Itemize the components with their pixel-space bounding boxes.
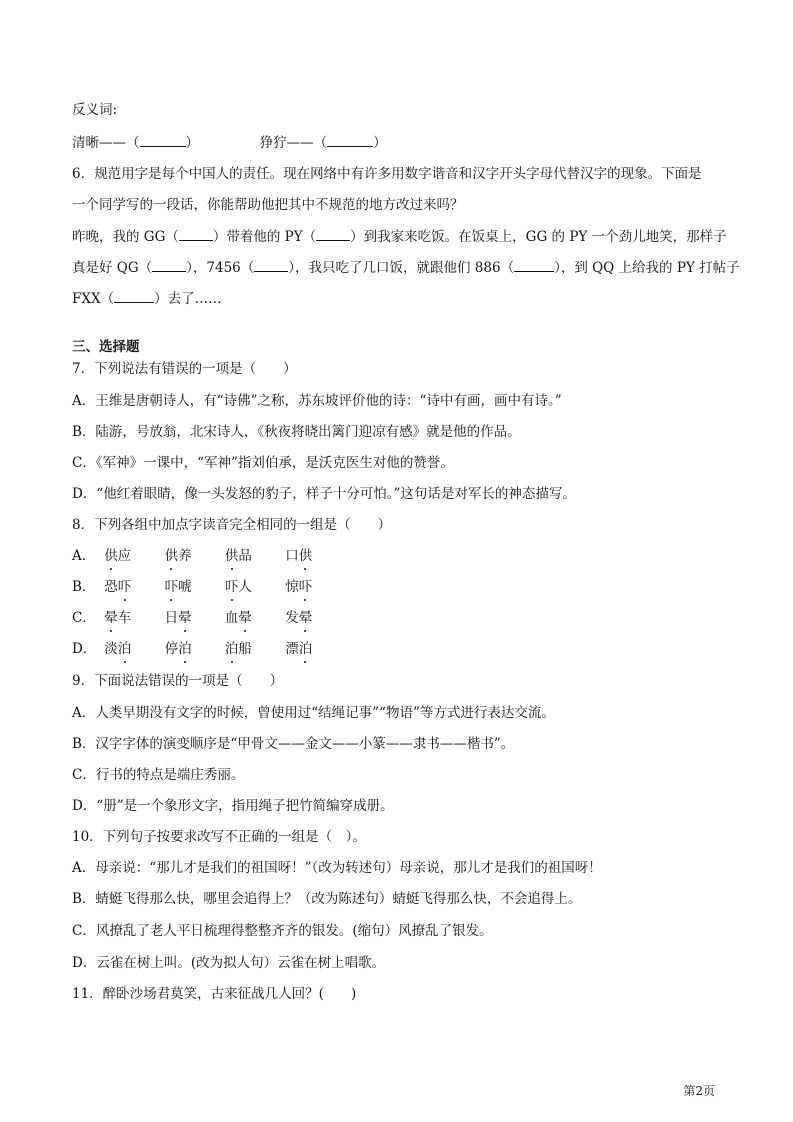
q6-text: ），我只吃了几口饭，就跟他们 886（ (288, 260, 515, 276)
q9-option-a[interactable]: A．人类早期没有文字的时候，曾使用过“结绳记事”“物语”等方式进行表达交流。 (72, 705, 555, 721)
option-label: D． (72, 641, 97, 657)
answer-blank[interactable] (179, 226, 213, 241)
q8-stem: 8．下列各组中加点字读音完全相同的一组是（ ） (72, 517, 392, 533)
q10-option-c[interactable]: C．风撩乱了老人平日梳理得整整齐齐的银发。(缩句）风撩乱了银发。 (72, 923, 493, 939)
q8-option-a[interactable] (72, 546, 312, 566)
q9-option-d[interactable]: D．“册”是一个象形文字，指用绳子把竹简编穿成册。 (72, 798, 394, 814)
section-title: 三、选择题 (72, 339, 140, 355)
word: 发晕 (285, 610, 313, 626)
word: 供品 (224, 548, 252, 564)
q6-text: FXX（ (72, 291, 115, 307)
q6-text: 昨晚，我的 GG（ (72, 229, 179, 245)
word: 日晕 (164, 610, 192, 626)
option-label: C． (72, 610, 96, 626)
q6-text: ）带着他的 PY（ (212, 229, 317, 245)
q9-option-c[interactable]: C．行书的特点是端庄秀丽。 (72, 767, 245, 783)
q6-line-4 (72, 257, 740, 278)
word: 供应 (104, 548, 132, 564)
q8-option-d[interactable] (72, 639, 312, 659)
antonym-row: 清晰——（ ） 狰狞——（ ） (72, 132, 387, 153)
word: 口供 (285, 548, 313, 564)
q7-option-b[interactable]: B．陆游，号放翁，北宋诗人，《秋夜将晓出篱门迎凉有感》就是他的作品。 (72, 424, 521, 440)
option-label: B． (72, 579, 96, 595)
q6-text: 真是好 QG（ (72, 260, 153, 276)
q9-option-b[interactable]: B．汉字字体的演变顺序是“甲骨文——金文——小篆——隶书——楷书”。 (72, 736, 515, 752)
word: 吓人 (224, 579, 252, 595)
q6-text: ）到我家来吃饭。在饭桌上，GG 的 PY 一个劲儿地笑，那样子 (350, 229, 727, 245)
answer-blank[interactable] (114, 288, 154, 303)
q6-text: ），7456（ (186, 260, 255, 276)
answer-blank[interactable] (316, 226, 350, 241)
answer-blank[interactable] (514, 257, 554, 272)
page-number: 第2页 (683, 1084, 715, 1098)
option-label: A． (72, 548, 96, 564)
word: 漂泊 (285, 641, 313, 657)
q11-stem: 11．醉卧沙场君莫笑，古来征战几人回？( ) (72, 986, 357, 1002)
q6-line-2: 一个同学写的一段话，你能帮助他把其中不规范的地方改过来吗？ (72, 197, 464, 213)
q10-option-a[interactable]: A．母亲说：“那儿才是我们的祖国呀！”（改为转述句）母亲说，那儿才是我们的祖国呀！ (72, 860, 602, 876)
antonym-item-1: 清晰—— (72, 135, 126, 151)
word: 停泊 (164, 641, 192, 657)
word: 泊船 (224, 641, 252, 657)
answer-blank[interactable] (327, 132, 373, 147)
q7-stem: 7．下列说法有错误的一项是（ ） (72, 361, 297, 377)
word: 血晕 (224, 610, 252, 626)
q10-option-d[interactable]: D．云雀在树上叫。(改为拟人句）云雀在树上唱歌。 (72, 955, 386, 971)
answer-blank[interactable] (140, 132, 186, 147)
word: 晕车 (104, 610, 132, 626)
word: 恐吓 (104, 579, 132, 595)
q6-text: ），到 QQ 上给我的 PY 打帖子 (554, 260, 740, 276)
answer-blank[interactable] (152, 257, 186, 272)
q6-line-5 (72, 288, 222, 309)
word: 供养 (164, 548, 192, 564)
antonym-heading: 反义词: (72, 102, 118, 118)
q9-stem: 9．下面说法错误的一项是（ ） (72, 673, 284, 689)
q7-option-d[interactable]: D．“他红着眼睛，像一头发怒的豹子，样子十分可怕。”这句话是对军长的神态描写。 (72, 486, 576, 502)
q10-stem: 10．下列句子按要求改写不正确的一组是（ ）。 (72, 829, 366, 845)
answer-blank[interactable] (254, 257, 288, 272)
q6-line-1: 6．规范用字是每个中国人的责任。现在网络中有许多用数字谐音和汉字开头字母代替汉字的现象。下面是 (72, 166, 702, 182)
q6-line-3 (72, 226, 727, 247)
word: 惊吓 (285, 579, 313, 595)
word: 淡泊 (104, 641, 132, 657)
q10-option-b[interactable]: B．蜻蜓飞得那么快，哪里会追得上？（改为陈述句）蜻蜓飞得那么快，不会追得上。 (72, 891, 582, 907)
q8-option-c[interactable] (72, 608, 312, 628)
q7-option-a[interactable]: A．王维是唐朝诗人，有“诗佛”之称，苏东坡评价他的诗：“诗中有画，画中有诗。” (72, 393, 562, 409)
word: 吓唬 (164, 579, 192, 595)
q6-text: ）去了…… (154, 291, 222, 307)
q7-option-c[interactable]: C．《军神》一课中，“军神”指刘伯承，是沃克医生对他的赞誉。 (72, 455, 454, 471)
antonym-item-2: 狰狞—— (259, 135, 314, 151)
q8-option-b[interactable] (72, 577, 312, 597)
